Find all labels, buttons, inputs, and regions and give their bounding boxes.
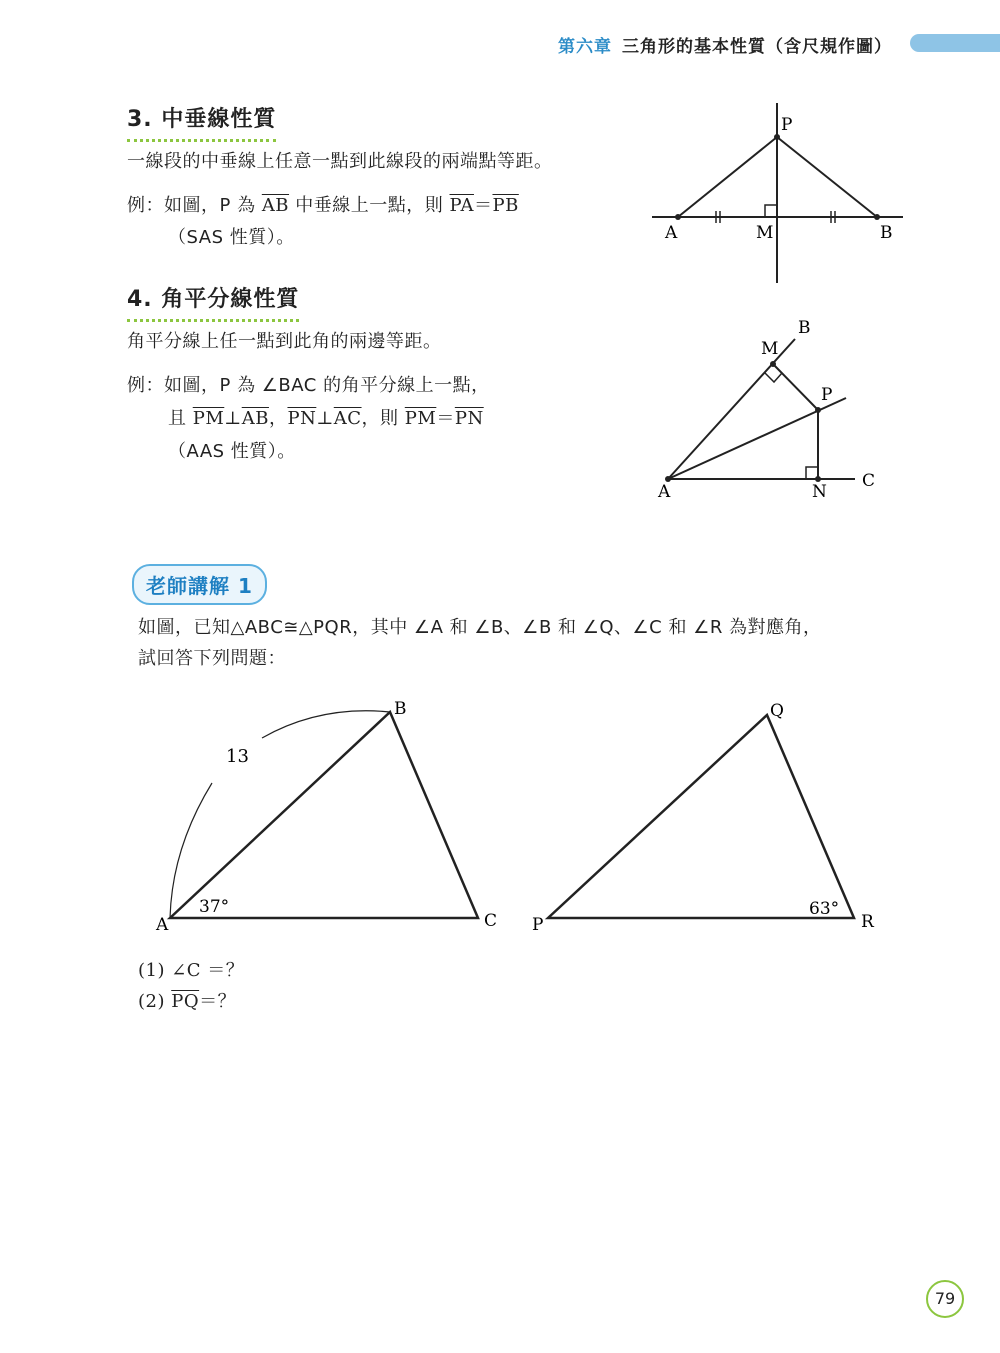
label-b: B <box>394 699 407 719</box>
angle-r-measure: 63° <box>809 899 840 919</box>
segment-pb: $\overline{PB}$ <box>492 195 519 216</box>
side-ab-length: 13 <box>226 746 249 767</box>
comma: ， <box>268 408 288 429</box>
question-2 <box>138 986 236 1018</box>
equals-sign: ＝ <box>436 408 455 429</box>
problem-line1: 如圖，已知△ABC≅△PQR，其中 ∠A 和 ∠B、∠B 和 ∠Q、∠C 和 ∠R 為對應角， <box>138 617 822 638</box>
segment-ac: $\overline{AC}$ <box>333 408 362 429</box>
equals-sign: ＝ <box>473 195 493 216</box>
label-c: C <box>484 911 498 931</box>
side-ab-arc-upper <box>262 711 390 738</box>
label-p: P <box>821 385 833 405</box>
label-a: A <box>156 915 169 935</box>
segment-pn: $\overline{PN}$ <box>454 408 484 429</box>
segment-pn: $\overline{PN}$ <box>287 408 317 429</box>
section3-statement: 一線段的中垂線上任意一點到此線段的兩端點等距。 <box>127 151 553 172</box>
label-b: B <box>798 318 811 338</box>
segment-ab: $\overline{AB}$ <box>261 195 290 216</box>
text: 例：如圖，P 為 <box>127 195 262 216</box>
chapter-title: 三角形的基本性質（含尺規作圖） <box>622 37 892 57</box>
label-p: P <box>532 915 544 935</box>
label-m: M <box>756 223 774 243</box>
label-c: C <box>862 471 876 491</box>
segment-pa: $\overline{PA}$ <box>449 195 474 216</box>
problem-line2: 試回答下列問題： <box>138 648 286 669</box>
triangle-abc <box>170 712 478 918</box>
segment-pm: $\overline{PM}$ <box>404 408 437 429</box>
chapter-number: 第六章 <box>558 37 612 57</box>
section4-example-line1: 例：如圖，P 為 ∠BAC 的角平分線上一點， <box>127 375 490 396</box>
section3-example-line2: （SAS 性質）。 <box>168 227 295 248</box>
text: 中垂線上一點，則 <box>289 195 450 216</box>
page-number: 79 <box>926 1280 964 1318</box>
label-q: Q <box>770 701 784 721</box>
segment-ab: $\overline{AB}$ <box>241 408 269 429</box>
segment-pq: $\overline{PQ}$ <box>171 991 200 1012</box>
label-p: P <box>781 115 793 135</box>
label-a: A <box>665 223 678 243</box>
section4-title: 4. 角平分線性質 <box>127 282 299 322</box>
text: ＝？ <box>199 991 237 1012</box>
section3-title: 3. 中垂線性質 <box>127 102 276 142</box>
text: (2) <box>138 991 172 1012</box>
perp-sign: ⊥ <box>224 408 242 429</box>
label-n: N <box>812 482 827 502</box>
section4-statement: 角平分線上任一點到此角的兩邊等距。 <box>127 331 442 352</box>
question-1: (1) ∠C ＝？ <box>138 960 245 981</box>
teacher-explanation-badge: 老師講解 1 <box>132 564 267 605</box>
label-b: B <box>880 223 893 243</box>
section4-example-line3: （AAS 性質）。 <box>168 441 296 462</box>
angle-a-measure: 37° <box>199 897 230 917</box>
label-r: R <box>861 912 874 932</box>
triangle-pqr <box>548 715 854 918</box>
text: ，則 <box>361 408 405 429</box>
segment-pm: $\overline{PM}$ <box>192 408 225 429</box>
perp-sign: ⊥ <box>316 408 334 429</box>
text: 且 <box>168 408 193 429</box>
label-a: A <box>658 482 671 502</box>
label-m: M <box>761 339 779 359</box>
